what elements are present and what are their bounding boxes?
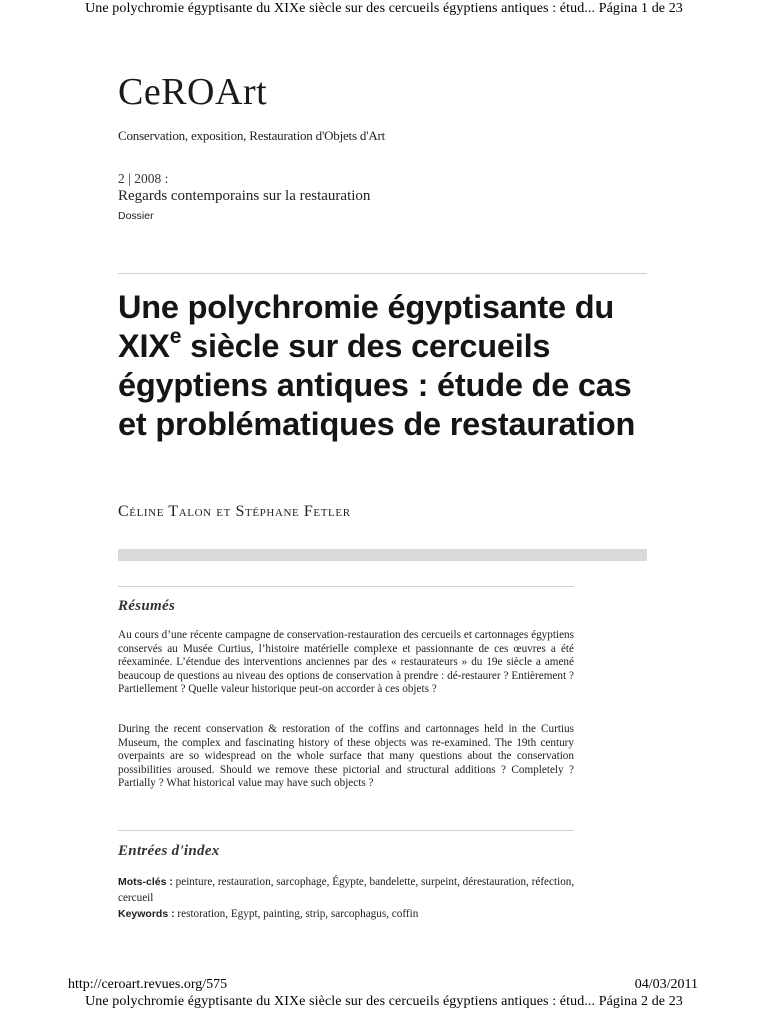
keywords-french-list[interactable]: peinture, restauration, sarcophage, Égypte, bandelette, surpeint, dérestauration, réfection, cercueil: [118, 876, 575, 904]
abstracts-heading: Résumés: [118, 598, 176, 614]
issue-section[interactable]: Dossier: [118, 210, 154, 222]
print-footer-next-title: Une polychromie égyptisante du XIXe siècle sur des cercueils égyptiens antiques : étud... Página 2 de 23: [85, 994, 683, 1009]
article-title-superscript: e: [169, 325, 182, 349]
toolbar-band: [118, 549, 647, 561]
article-authors[interactable]: Céline Talon et Stéphane Fetler: [118, 503, 351, 520]
keywords-english-list[interactable]: restoration, Egypt, painting, strip, sarcophagus, coffin: [177, 908, 419, 920]
journal-name[interactable]: CeROArt: [118, 71, 268, 113]
journal-subtitle: Conservation, exposition, Restauration d'Objets d'Art: [118, 128, 386, 143]
issue-title[interactable]: Regards contemporains sur la restauration: [118, 188, 371, 204]
keywords-english-label: Keywords :: [118, 908, 175, 920]
article-title-part2: siècle sur des cercueils égyptiens antiques : étude de cas et problématiques de restauration: [118, 328, 636, 442]
keywords-french: [118, 874, 588, 906]
keywords-english: [118, 906, 588, 922]
index-heading: Entrées d'index: [118, 843, 220, 859]
divider: [118, 273, 647, 274]
divider: [118, 830, 574, 831]
divider: [118, 586, 574, 587]
print-footer-url: http://ceroart.revues.org/575: [68, 977, 228, 992]
abstract-english: During the recent conservation & restoration of the coffins and cartonnages held in the Curtius Museum, the complex and fascinating history of these objects was re-examined. The 19th century overpaints are so widespread on the whole surface that many questions about the conservation possibilities aroused. Should we remove these pictorial and structural additions ? Completely ? Partially ? What historical value may have such objects ?: [118, 723, 574, 790]
article-title-part1: Une polychromie égyptisante du XIX: [118, 289, 615, 364]
article-title: [118, 288, 658, 444]
print-footer-date: 04/03/2011: [634, 977, 698, 992]
abstract-french: Au cours d’une récente campagne de conservation-restauration des cercueils et cartonnages égyptiens conservés au Musée Curtius, l’histoire matérielle complexe et passionnante de ces œuvres a été réexaminée. L’étendue des interventions anciennes par des « restaurateurs » du 19e siècle a amené beaucoup de questions au niveau des options de conservation à prendre : dé-restaurer ? Entièrement ? Partiellement ? Quelle valeur historique peut-on accorder à ces objets ?: [118, 629, 574, 696]
print-header-title: Une polychromie égyptisante du XIXe siècle sur des cercueils égyptiens antiques : étud... Página 1 de 23: [85, 1, 683, 16]
issue-number[interactable]: 2 | 2008 :: [118, 171, 169, 186]
keywords-french-label: Mots-clés :: [118, 876, 173, 888]
